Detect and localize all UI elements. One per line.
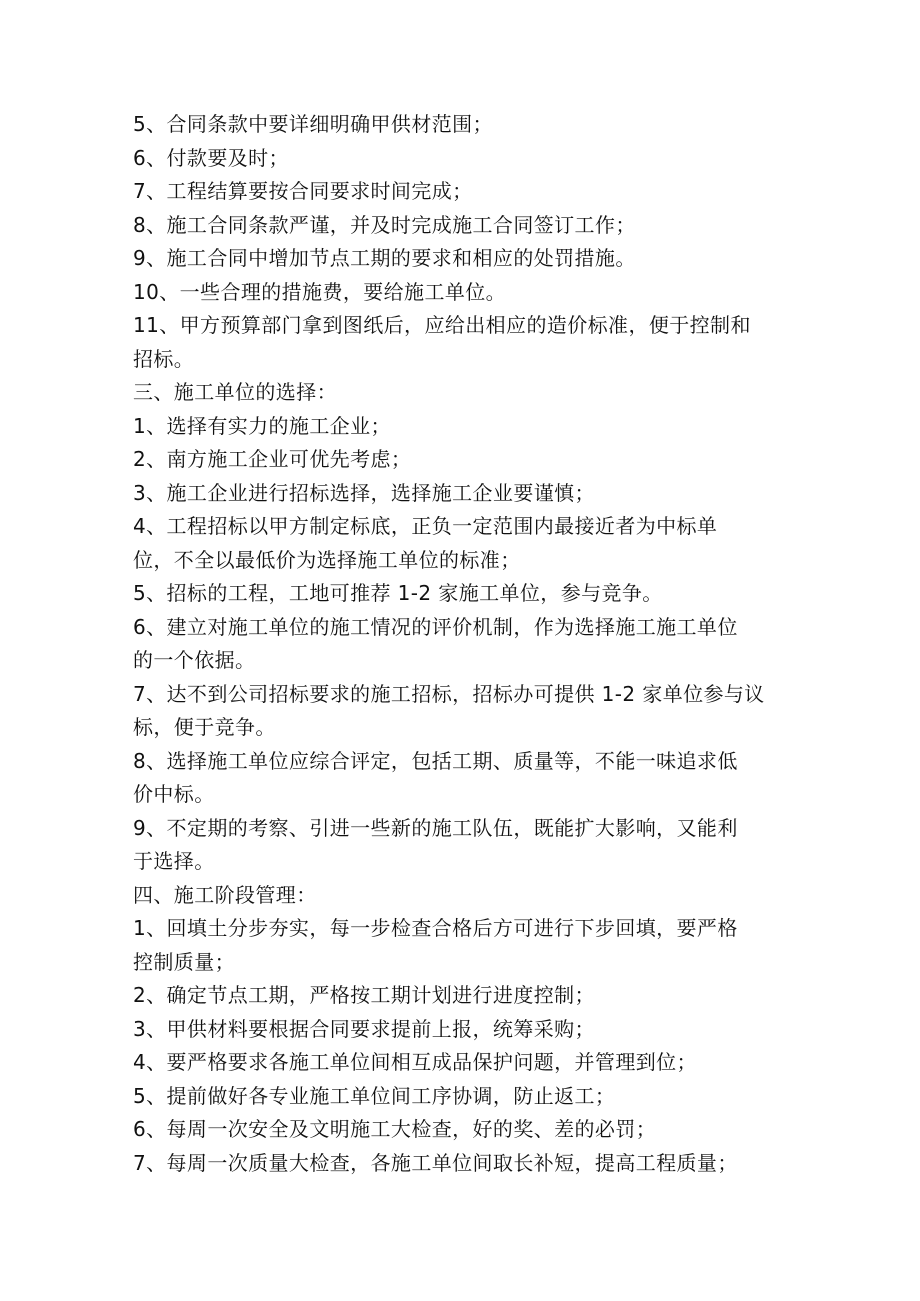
text-line: 7、工程结算要按合同要求时间完成； [133, 179, 473, 203]
text-line: 控制质量； [133, 949, 235, 974]
text-line: 位，不全以最低价为选择施工单位的标准； [133, 547, 521, 572]
text-line: 1、选择有实力的施工企业； [133, 413, 391, 438]
text-line: 5、提前做好各专业施工单位间工序协调，防止返工； [133, 1083, 616, 1108]
text-line: 11、甲方预算部门拿到图纸后，应给出相应的造价标准，便于控制和 [133, 313, 751, 337]
text-line: 的一个依据。 [133, 648, 256, 672]
text-line: 招标。 [133, 346, 195, 371]
text-line: 8、施工合同条款严谨，并及时完成施工合同签订工作； [133, 212, 636, 237]
text-line: 5、招标的工程，工地可推荐 1-2 家施工单位，参与竞争。 [133, 581, 663, 605]
section-heading: 三、施工单位的选择： [133, 380, 337, 404]
text-line: 9、施工合同中增加节点工期的要求和相应的处罚措施。 [133, 246, 636, 270]
document-body [133, 108, 793, 1180]
text-line: 10、一些合理的措施费，要给施工单位。 [133, 279, 507, 304]
text-line: 6、付款要及时； [133, 145, 289, 170]
text-line: 8、选择施工单位应综合评定，包括工期、质量等，不能一味追求低 [133, 748, 738, 773]
text-line: 7、每周一次质量大检查，各施工单位间取长补短，提高工程质量； [133, 1150, 738, 1175]
text-line: 9、不定期的考察、引进一些新的施工队伍，既能扩大影响，又能利 [133, 815, 738, 840]
text-line: 4、工程招标以甲方制定标底，正负一定范围内最接近者为中标单 [133, 514, 718, 538]
text-line: 6、建立对施工单位的施工情况的评价机制，作为选择施工施工单位 [133, 614, 738, 639]
text-line: 6、每周一次安全及文明施工大检查，好的奖、差的必罚； [133, 1117, 657, 1141]
text-line: 3、甲供材料要根据合同要求提前上报，统筹采购； [133, 1016, 595, 1041]
text-line: 1、回填土分步夯实，每一步检查合格后方可进行下步回填，要严格 [133, 916, 738, 940]
text-line: 2、确定节点工期，严格按工期计划进行进度控制； [133, 983, 595, 1007]
text-line: 7、达不到公司招标要求的施工招标，招标办可提供 1-2 家单位参与议 [133, 681, 765, 706]
text-line: 5、合同条款中要详细明确甲供材范围； [133, 112, 493, 136]
text-line: 标，便于竞争。 [133, 715, 276, 739]
text-line: 于选择。 [133, 849, 215, 873]
text-line: 4、要严格要求各施工单位间相互成品保护问题，并管理到位； [133, 1050, 697, 1074]
section-heading: 四、施工阶段管理： [133, 882, 317, 907]
text-line: 2、南方施工企业可优先考虑； [133, 447, 412, 471]
text-line: 价中标。 [133, 782, 215, 806]
text-line: 3、施工企业进行招标选择，选择施工企业要谨慎； [133, 480, 595, 505]
